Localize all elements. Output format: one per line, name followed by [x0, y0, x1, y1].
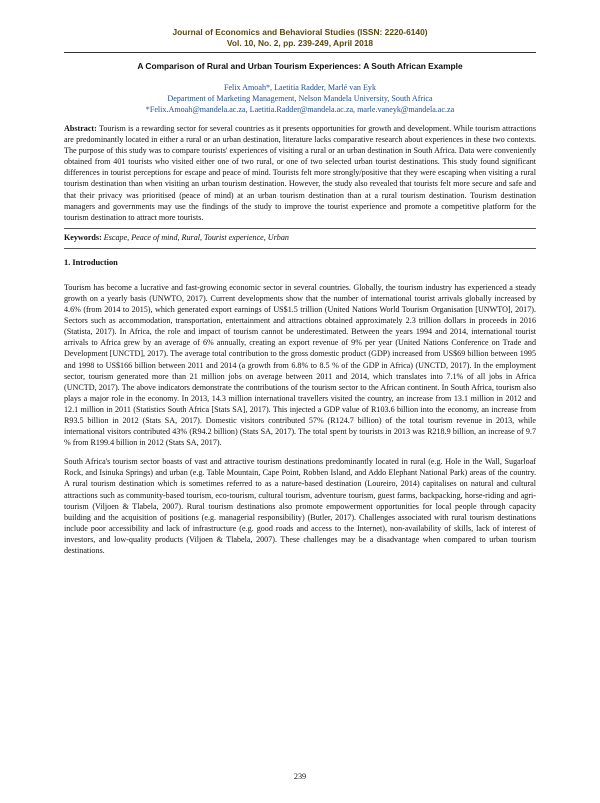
article-title: A Comparison of Rural and Urban Tourism Experiences: A South African Example [137, 61, 463, 71]
author-emails: *Felix.Amoah@mandela.ac.za, Laetitia.Radder@mandela.ac.za, marle.vaneyk@mandela.ac.za [145, 105, 455, 114]
keywords-text: Escape, Peace of mind, Rural, Tourist experience, Urban [101, 232, 289, 242]
abstract [64, 123, 536, 223]
abstract-text: Tourism is a rewarding sector for several countries as it presents opportunities for growth and development. While tourism attractions are predominantly located in either a rural or an urban destination, literature lacks comparative research about experiences in these two contexts. The purpose of this study was to compare tourists' experiences of visiting a rural or an urban destination in South Africa. Data were conveniently obtained from 401 tourists who visited either one of two rural, or one of two selected urban tourist destinations. This study found significant differences in tourist perceptions for escape and peace of mind. Tourists felt more strongly/positive that they were escaping when visiting a rural tourism destination than when visiting an urban tourism destination. However, the study also revealed that tourists felt more secure and safe and that their privacy was prioritised (peace of mind) at an urban tourism destination than at a rural tourism destination. Tourism destination managers and governments may use the findings of the study to improve the tourist experience and promote a competitive platform for the tourism destination to attract more tourists. [64, 124, 536, 222]
keywords-label: Keywords: [64, 232, 102, 242]
journal-name: Journal of Economics and Behavioral Studies (ISSN: 2220-6140) [172, 27, 428, 37]
intro-paragraph-2: South Africa's tourism sector boasts of vast and attractive tourism destinations predominantly located in rural (e.g. Hole in the Wall, Sugarloaf Rock, and Isinuka Springs) and urban (e.g. Table Mountain, Cape Point, Robben Island, and Addo Elephant National Park) areas of the country. A rural tourism destination which is sometimes referred to as a nature-based destination (Loureiro, 2014) capitalises on natural and cultural attractions such as community-based tourism, eco-tourism, cultural tourism, adventure tourism, guest farms, backpacking, horse-riding and agri-tourism (Viljoen & Tlabela, 2007). Rural tourism destinations also promote empowerment opportunities for local people through capacity building and the acquisition of positions (e.g. managerial responsibility) (Butler, 2017). Challenges associated with rural tourism destinations include poor accessibility and lack of infrastructure (e.g. good roads and access to the Internet), non-availability of skills, lack of interest of investors, and low-quality products (Viljoen & Tlabela, 2007). These challenges may be a disadvantage when compared to urban tourism destinations. [64, 457, 536, 555]
keywords [64, 232, 536, 243]
header-divider [64, 52, 536, 53]
section-divider [64, 248, 536, 249]
intro-paragraph-1: Tourism has become a lucrative and fast-growing economic sector in several countries. Globally, the tourism industry has experienced a steady growth on a yearly basis (UNWTO, 2017). Current developments show that the number of international tourist arrivals globally increased by 4.6% (from 2014 to 2015), which generated export earnings of US$1.5 trillion (United Nations World Tourism Organisation [UNWTO], 2017). Sectors such as accommodation, transportation, entertainment and attractions obtained approximately 2.3 trillion dollars in proceeds in 2016 (Statista, 2017). In Africa, the role and impact of tourism cannot be underestimated. Between the years 1994 and 2014, international tourist arrivals to Africa grew by an average of 6% annually, creating an export revenue of 9% per year (United Nations Conference on Trade and Development [UNCTD], 2017). The average total contribution to the gross domestic product (GDP) increased from US$69 billion between 1995 and 1998 to US$166 billion between 2011 and 2014 (a growth from 6.8% to 8.5 % of the GDP in Africa) (UNCTD, 2017). In the employment sector, tourism generated more than 21 million jobs on average between 2011 and 2014, which translates into 7.1% of all jobs in Africa (UNCTD, 2017). The above indicators demonstrate the contributions of the tourism sector to the African continent. In South Africa, tourism also plays a major role in the economy. In 2013, 14.3 million international travellers visited the country, an increase from 13.1 million in 2012 and 12.1 million in 2011 (Statistics South Africa [Stats SA], 2017). This injected a GDP value of R103.6 billion into the economy, an increase from R93.5 billion in 2012 (Stats SA, 2017). Domestic visitors contributed 57% (R124.7 billion) of the total tourism revenue in 2013, while international visitors contributed 43% (R94.2 billion) (Stats SA, 2017). The total spent by tourists in 2013 was R218.9 billion, an increase of 9.7 % from R199.4 billion in 2012 (Stats SA, 2017). [64, 282, 536, 448]
keywords-divider [64, 228, 536, 229]
abstract-label: Abstract: [64, 124, 97, 133]
section-heading: 1. Introduction [64, 257, 118, 267]
journal-header [64, 27, 536, 49]
affiliation: Department of Marketing Management, Nelson Mandela University, South Africa [167, 94, 433, 103]
page-number: 239 [293, 772, 307, 781]
journal-volume: Vol. 10, No. 2, pp. 239-249, April 2018 [226, 38, 374, 48]
author-list: Felix Amoah*, Laetitia Radder, Marlé van Eyk [223, 83, 377, 92]
